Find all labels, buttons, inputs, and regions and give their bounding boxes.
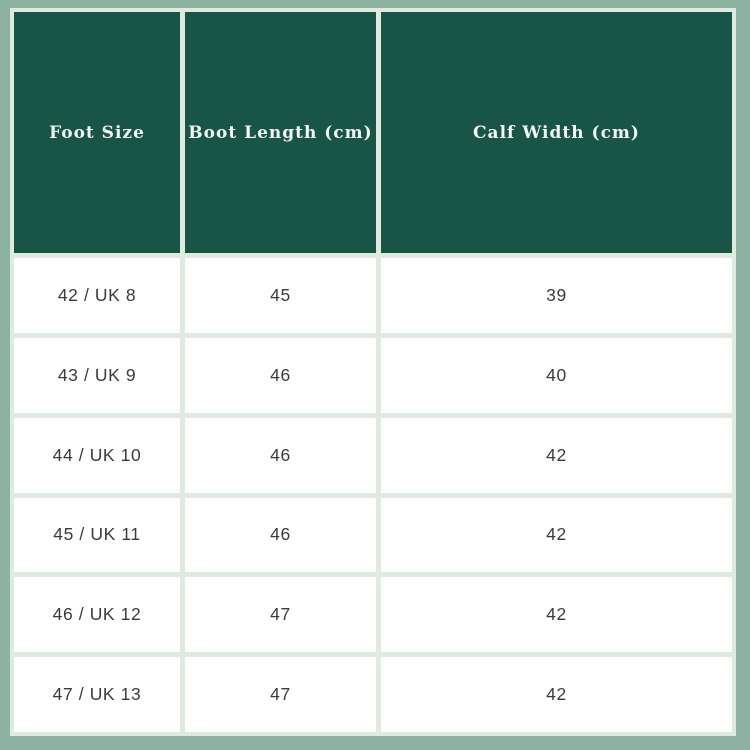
table-cell-calf-width: 42 [381,498,732,573]
table-cell-calf-width: 42 [381,577,732,652]
table-cell-boot-length: 46 [185,338,376,413]
table-cell-foot-size: 43 / UK 9 [14,338,180,413]
table-cell-boot-length: 47 [185,657,376,732]
table-cell-foot-size: 46 / UK 12 [14,577,180,652]
column-header-boot-length: Boot Length (cm) [185,12,376,253]
table-cell-foot-size: 47 / UK 13 [14,657,180,732]
table-cell-foot-size: 42 / UK 8 [14,258,180,333]
column-header-calf-width: Calf Width (cm) [381,12,732,253]
table-cell-boot-length: 46 [185,498,376,573]
table-cell-calf-width: 42 [381,418,732,493]
table-cell-calf-width: 42 [381,657,732,732]
size-chart-table [10,8,736,736]
table-cell-foot-size: 44 / UK 10 [14,418,180,493]
size-chart-grid [14,12,732,732]
table-cell-foot-size: 45 / UK 11 [14,498,180,573]
table-cell-boot-length: 47 [185,577,376,652]
table-cell-calf-width: 39 [381,258,732,333]
table-cell-boot-length: 45 [185,258,376,333]
column-header-foot-size: Foot Size [14,12,180,253]
table-cell-boot-length: 46 [185,418,376,493]
table-cell-calf-width: 40 [381,338,732,413]
